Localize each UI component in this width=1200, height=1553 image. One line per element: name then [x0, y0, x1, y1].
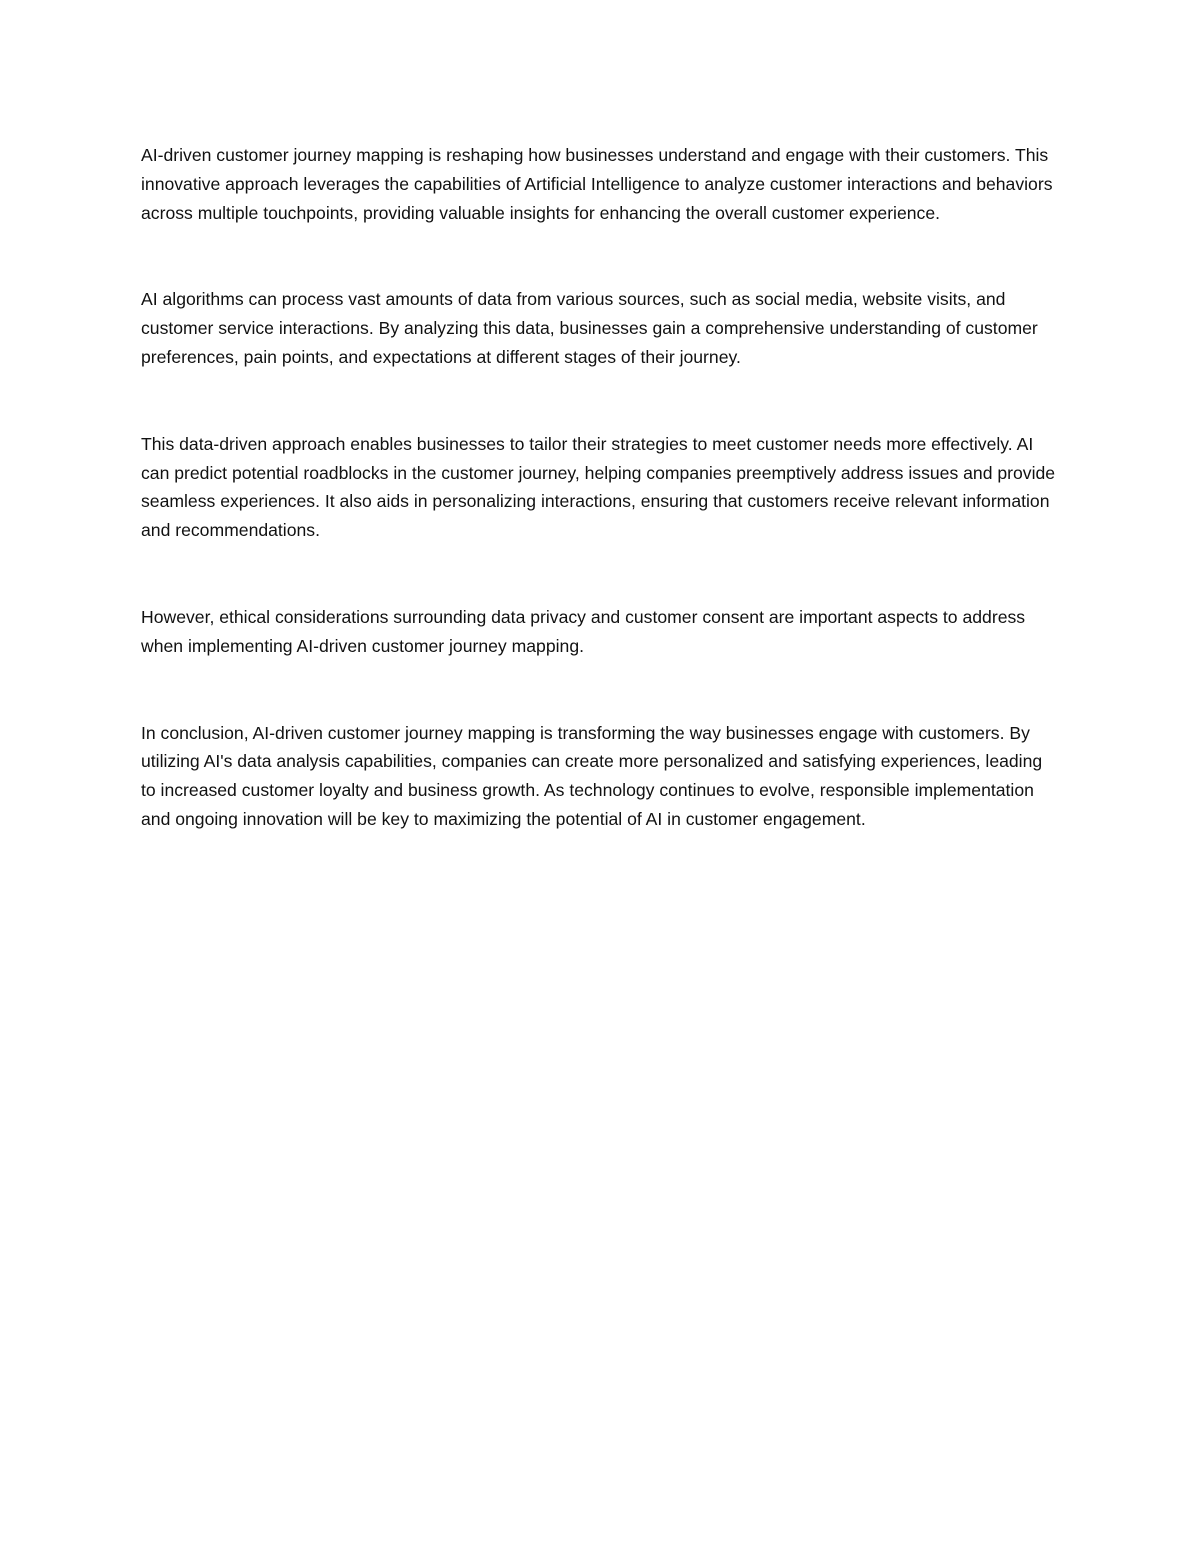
paragraph-intro: AI-driven customer journey mapping is reshaping how businesses understand and engage with their customers. This innovative approach leverages the capabilities of Artificial Intelligence to analyze customer interactions and behaviors across multiple touchpoints, providing valuable insights for enhancing the overall customer experience.	[141, 145, 1053, 223]
paragraph-ethical-considerations: However, ethical considerations surrounding data privacy and customer consent are important aspects to address when implementing AI-driven customer journey mapping.	[141, 606, 1026, 656]
paragraph-data-driven-approach: This data-driven approach enables businesses to tailor their strategies to meet customer needs more effectively. AI can predict potential roadblocks in the customer journey, helping companies preemptively address issues and provide seamless experiences. It also aids in personalizing interactions, ensuring that customers receive relevant information and recommendations.	[141, 433, 1056, 541]
paragraph-conclusion: In conclusion, AI-driven customer journey mapping is transforming the way businesses engage with customers. By utilizing AI's data analysis capabilities, companies can create more personalized and satisfying experiences, leading to increased customer loyalty and business growth. As technology continues to evolve, responsible implementation and ongoing innovation will be key to maximizing the potential of AI in customer engagement.	[141, 722, 1043, 829]
document-body	[141, 141, 1059, 892]
paragraph-ai-algorithms: AI algorithms can process vast amounts of data from various sources, such as social media, website visits, and customer service interactions. By analyzing this data, businesses gain a comprehensive understanding of customer preferences, pain points, and expectations at different stages of their journey.	[141, 289, 1038, 367]
